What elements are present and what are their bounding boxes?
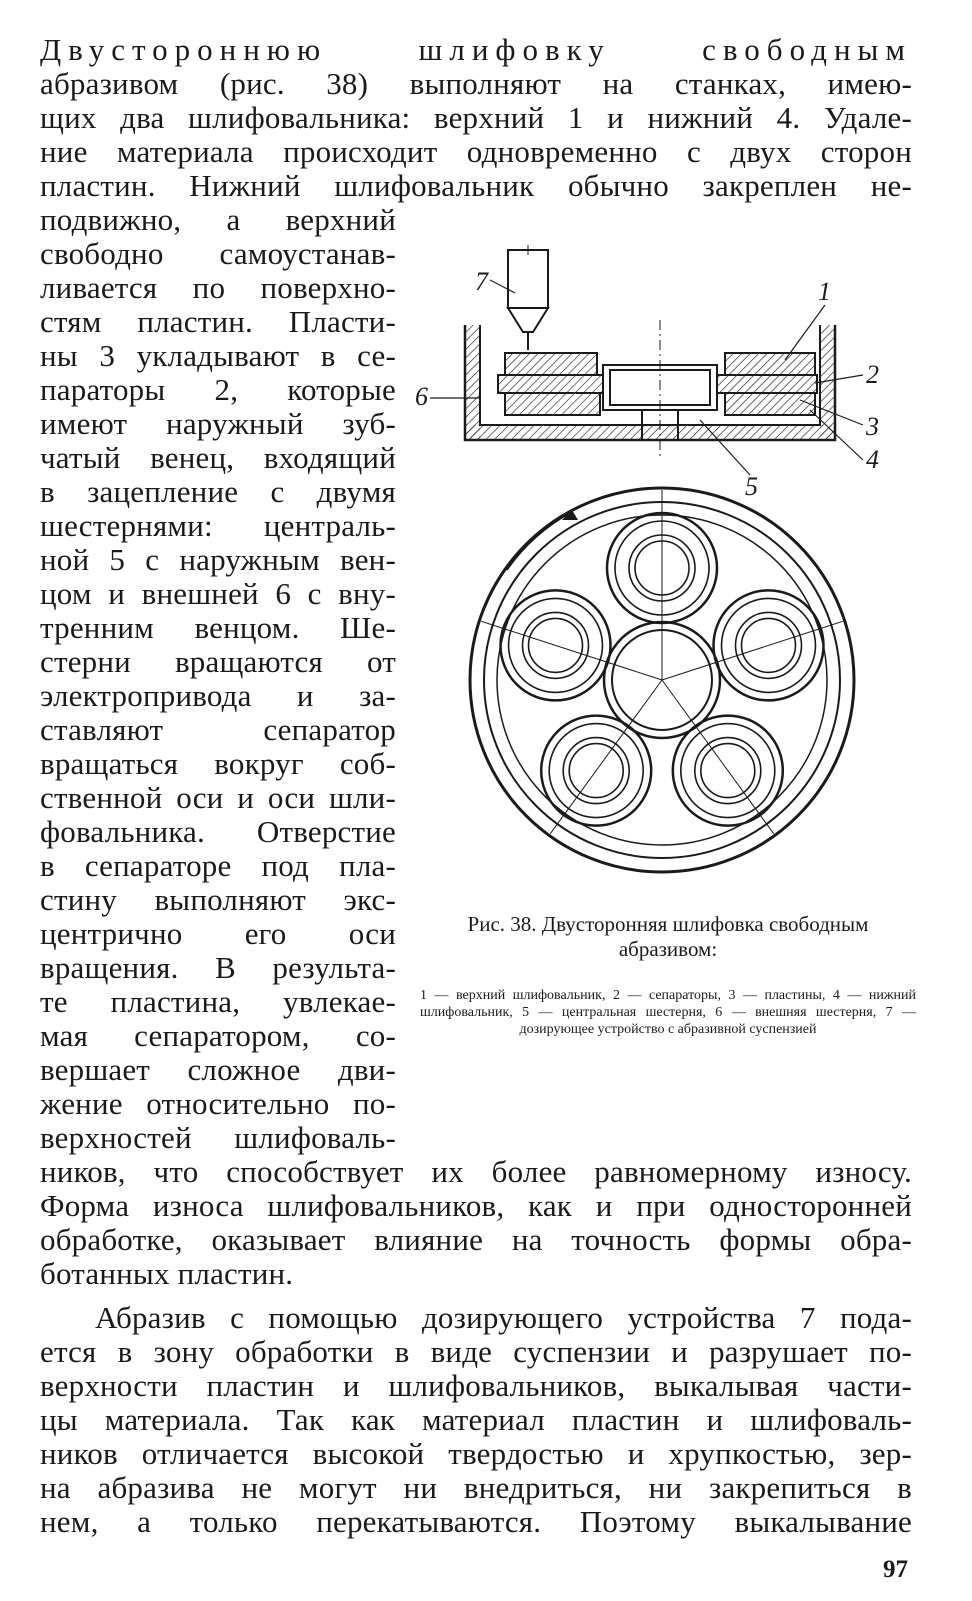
text-line: обработке, оказывает влияние на точность формы обра- [40,1222,912,1257]
separators [481,490,842,834]
text-line: цом и внешней 6 с вну- [40,576,396,611]
label-7: 7 [475,267,488,296]
text-line: имеют наружный зуб- [40,406,396,441]
label-5: 5 [745,472,758,501]
label-1: 1 [818,277,831,306]
figure-caption-title: Рис. 38. Двусторонняя шлифовка свободным абразивом: [467,912,869,961]
figure-caption-legend: 1 — верхний шлифовальник, 2 — сепараторы, 3 — пластины, 4 — нижний шлифовальник, 5 — центральная шестерня, 6 — внешняя шестерня, 7 — дозирующее устройство с абразивной суспензией [420,988,916,1037]
text-line: Абразив с помощью дозирующего устройства 7 пода- [95,1300,912,1335]
text-line: цы материала. Так как материал пластин и шлифоваль- [40,1402,912,1437]
text-line: чатый венец, входящий [40,440,396,475]
text-line: ние материала происходит одновременно с двух сторон [40,134,912,169]
text-line: нем, а только перекатываются. Поэтому выкалывание [40,1504,912,1539]
text-line: ботанных пластин. [40,1256,294,1291]
text-line: ной 5 с наружным вен- [40,542,396,577]
text-line: в сепараторе под пла- [40,848,396,883]
label-3: 3 [866,412,879,441]
text-line: абразивом (рис. 38) выполняют на станках, имею- [40,66,912,101]
label-6: 6 [415,382,428,411]
text-line: тренним венцом. Ше- [40,610,396,645]
text-line: стину выполняют экс- [40,882,396,917]
dosing-device [508,250,548,308]
text-line: шестернями: централь- [40,508,396,543]
text-line: Форма износа шлифовальников, как и при односторонней [40,1188,912,1223]
text-line: вершает сложное дви- [40,1052,396,1087]
text-line: параторы 2, которые [40,372,396,407]
text-line: жение относительно по- [40,1086,396,1121]
text-line: стям пластин. Пласти- [40,304,396,339]
text-line: вращения. В результа- [40,950,396,985]
text-line: ников отличается высокой твердостью и хрупкостью, зер- [40,1436,912,1471]
text-line: верхности пластин и шлифовальников, выкалывая части- [40,1368,912,1403]
page-number: 97 [883,1556,908,1583]
text-line: в зацепление с двумя [40,474,396,509]
figure-38-diagram [415,225,920,925]
text-line: свободно самоустанав- [40,236,396,271]
text-line: те пластина, увлекае- [40,984,396,1019]
text-line: ников, что способствует их более равномерному износу. [40,1154,912,1189]
label-4: 4 [866,445,879,474]
text-line: ственной оси и оси шли- [40,780,396,815]
text-line: ливается по поверхно- [40,270,396,305]
text-line: верхностей шлифоваль- [40,1120,396,1155]
section-view [465,245,835,460]
plan-view [470,488,854,872]
text-line: фовальника. Отверстие [40,814,396,849]
text-line: Двустороннюю шлифовку свободным [40,32,912,67]
text-line: вращаться вокруг соб- [40,746,396,781]
text-line: подвижно, а верхний [40,202,396,237]
text-line: на абразива не могут ни внедриться, ни закрепиться в [40,1470,912,1505]
text-line: стерни вращаются от [40,644,396,679]
text-line: щих два шлифовальника: верхний 1 и нижний 4. Удале- [40,100,912,135]
text-line: центрично его оси [40,916,396,951]
label-2: 2 [866,360,879,389]
text-line: ставляют сепаратор [40,712,396,747]
text-line: ны 3 укладывают в се- [40,338,396,373]
text-line: ется в зону обработки в виде суспензии и разрушает по- [40,1334,912,1369]
text-line: мая сепаратором, со- [40,1018,396,1053]
text-line: пластин. Нижний шлифовальник обычно закреплен не- [40,168,912,203]
text-line: электропривода и за- [40,678,396,713]
